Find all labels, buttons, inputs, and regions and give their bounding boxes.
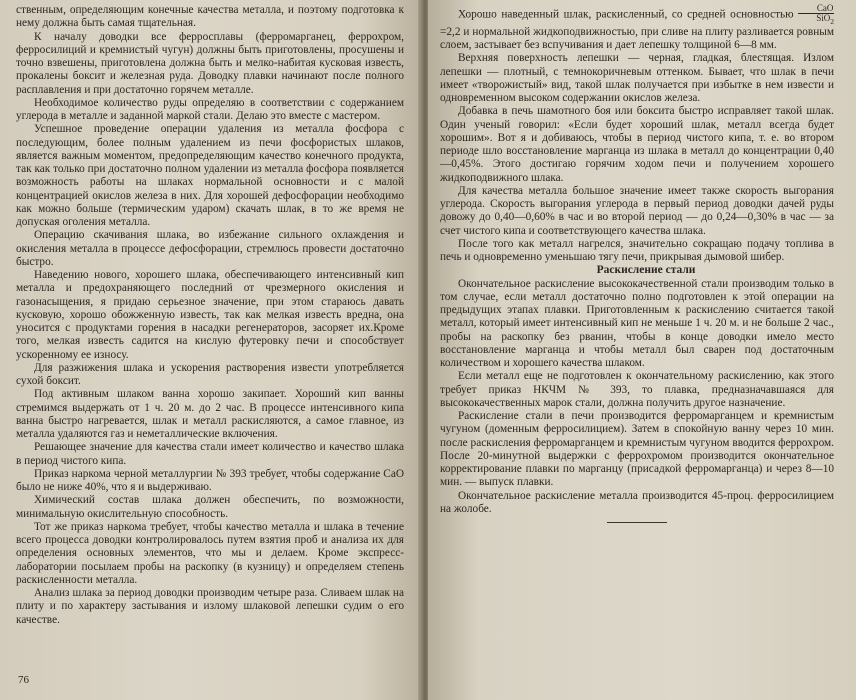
formula-denominator <box>798 13 834 26</box>
paragraph: Окончательное раскисление металла производится 45-проц. ферросилицием на жолобе. <box>440 489 834 515</box>
paragraph: Верхняя поверхность лепешки — черная, гладкая, блестящая. Излом лепешки — плотный, с темнокоричневым оттенком. Бывает, что шлак в печи имеет «творожистый» вид, такой шлак получается при избытке в нем извести и одновременном высоком содержании окислов железа. <box>440 52 834 105</box>
right-page-text <box>440 4 834 523</box>
section-heading: Раскисление стали <box>596 264 696 277</box>
end-rule <box>607 522 667 523</box>
formula-numerator: CaO <box>816 3 834 13</box>
paragraph: Наведению нового, хорошего шлака, обеспечивающего интенсивный кип металла и предохраняющего последний от чрезмерного окисления и газонасыщения, я придаю серьезное значение, при этом стараюсь давать кусковую, хорошо обожженную известь, так как мелкая известь вредна, она уносится с продуктами горения в насадки регенераторов, засоряет их.Кроме того, мелкая известь садится на кислую футеровку печи и способствует ускоренному ее износу. <box>16 269 404 361</box>
paragraph: Под активным шлаком ванна хорошо закипает. Хороший кип ванны стремимся выдержать от 1 ч. 20 м. до 2 час. В процессе интенсивного кипа ванна быстро нагревается, шлак и металл раскисляются, а самое главное, из металла удаляются газ и неметаллические включения. <box>16 388 404 440</box>
page-number: 76 <box>18 674 29 686</box>
paragraph: Добавка в печь шамотного боя или боксита быстро исправляет такой шлак. Один ученый говорил: «Если будет хороший шлак, металл всегда будет хорошим». Вот я и добиваюсь, чтобы в период чистого кипа, т. е. во втором периоде шло восстановление марганца из шлака в металл до концентрации 0,40—0,45%. Этого достигаю горячим ходом печи и получением хорошего жидкоподвижного шлака. <box>440 105 834 184</box>
basicity-formula <box>798 4 834 26</box>
paragraph: Химический состав шлака должен обеспечить, по возможности, минимальную окислительную способность. <box>16 494 404 520</box>
paragraph: Необходимое количество руды определяю в соответствии с содержанием углерода в металле и заданной маркой стали. Делаю это вместе с мастером. <box>16 96 404 122</box>
paragraph: Окончательное раскисление высококачественной стали производим только в том случае, если металл достаточно полно подготовлен к этой операции на предыдущих этапах плавки. Приготовленным к раскислению считается такой металл, который имеет интенсивный кип не меньше 1 ч. 20 м. и не больше 2 час., пробы на раскопку без рванин, чтобы в конце доводки имело место восстановление марганца и чтобы металл был сварен под достаточным количеством и хорошего качества шлаком. <box>440 277 834 370</box>
paragraph: Операцию скачивания шлака, во избежание сильного охлаждения и окисления металла в процессе дефосфорации, стремлюсь провести достаточно быстро. <box>16 229 404 268</box>
paragraph-text: =2,2 и нормальной жидкоподвижностью, при сливе на плиту разливается ровным слоем, застывает без вспучивания и дает лепешку толщиной 6—8 мм. <box>440 25 834 52</box>
paragraph: Для разжижения шлака и ускорения растворения извести употребляется сухой боксит. <box>16 361 404 387</box>
formula-denominator-text: SiO <box>816 13 831 23</box>
paragraph: Для качества металла большое значение имеет также скорость выгорания углерода. Скорость выгорания углерода в первый период доводки дачей руды довожу до 0,40—0,60% в час и во второй период — до 0,24—0,30% в час — за счет чистого кипа и соответствующего качества шлака. <box>440 184 834 237</box>
paragraph-text: Хорошо наведенный шлак, раскисленный, со средней основностью <box>458 8 794 21</box>
paragraph: После того как металл нагрелся, значительно сокращаю подачу топлива в печь и одновременно уменьшаю тягу печи, прикрывая дымовой шибер. <box>440 237 834 264</box>
paragraph: Если металл еще не подготовлен к окончательному раскислению, как этого требует приказ НКЧМ № 393, то плавка, предназначавшаяся для высококачественных марок стали, должна получить другое назначение. <box>440 370 834 409</box>
paragraph: Решающее значение для качества стали имеет количество и качество шлака в период чистого кипа. <box>16 441 404 467</box>
paragraph <box>440 4 834 52</box>
paragraph: Анализ шлака за период доводки производим четыре раза. Сливаем шлак на плиту и по характеру застывания и излому шлаковой лепешки судим о его качестве. <box>16 587 404 626</box>
paragraph: ственным, определяющим конечные качества металла, и поэтому подготовка к нему должна быть самая тщательная. <box>16 4 404 30</box>
paragraph: Раскисление стали в печи производится ферромарганцем и кремнистым чугуном (доменным ферросилицием). Затем в спокойную ванну через 10 мин. после раскисления ферромарганцем и кремнистым чугуном вводится феррохром. После 20-минутной выдержки с феррохромом производится окончательное корректирование плавки по марганцу (присадкой ферромарганца) и через 8—10 мин. — выпуск плавки. <box>440 410 834 489</box>
left-page <box>0 0 422 700</box>
paragraph: Тот же приказ наркома требует, чтобы качество металла и шлака в течение всего процесса доводки контролировалось путем взятия проб и анализа их для определения основных элементов, что мы и делаем. Кроме экспресс-лаборатории посылаем пробы на раскопку (в кузницу) и определяем степень раскисленности металла. <box>16 520 404 586</box>
formula-subscript: 2 <box>830 16 834 26</box>
paragraph: Успешное проведение операции удаления из металла фосфора с последующим, более полным удалением из печи фосфористых шлаков, является важным моментом, предопределяющим качество конечного продукта, так как только при достаточно полном удалении из металла фосфора появляется возможность работы на шлаках нормальной основности и с малой концентрацией окислов железа в них. Для хорошей дефосфорации необходимо как можно больше (термическим ударом) скачать шлак, в то же время не допуская оголения металла. <box>16 123 404 228</box>
paragraph: К началу доводки все ферросплавы (ферромарганец, феррохром, ферросилиций и кремнистый чугун) должны быть приготовлены, просушены и точно взвешены, приготовлена должна быть и мелко-набитая кусковая известь, прокалены боксит и железная руда. Доводку плавки начинают после полного расплавления и при достаточно горячем металле. <box>16 30 404 96</box>
right-page <box>428 0 856 700</box>
left-page-text <box>16 4 404 627</box>
paragraph: Приказ наркома черной металлургии № 393 требует, чтобы содержание CaO было не ниже 40%, что я и выдерживаю. <box>16 467 404 493</box>
